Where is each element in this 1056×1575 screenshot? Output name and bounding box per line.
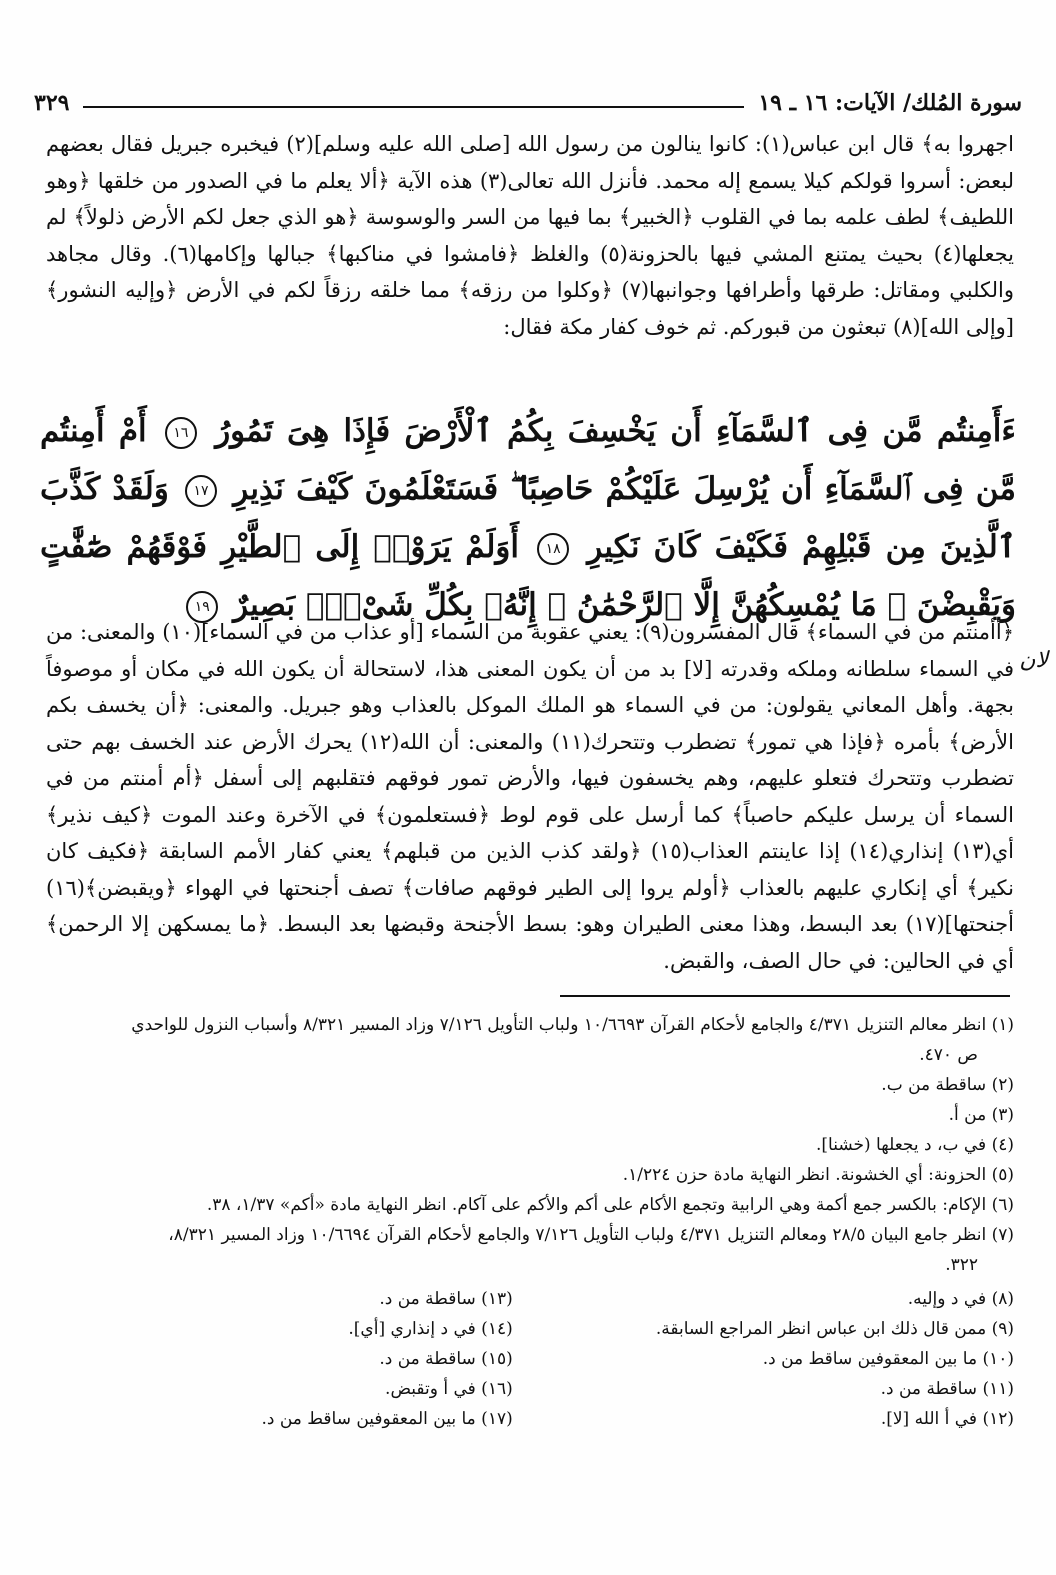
verse-18: وَلَقَدْ كَذَّبَ ٱلَّذِينَ مِن قَبْلِهِمْ فَكَيْفَ كَانَ نَكِيرِ [40, 471, 1017, 565]
footnote-16: (١٦) في أ وتقبض. [385, 1379, 513, 1399]
ayah-marker-19: ١٩ [186, 591, 218, 623]
verse-17: أَمْ أَمِنتُم مَّن فِى ٱلسَّمَآءِ أَن يُرْسِلَ عَلَيْكُمْ حَاصِبًا ۖ فَسَتَعْلَمُونَ كَيْفَ نَذِيرِ [40, 413, 1016, 507]
footnote-8: (٨) في د وإليه. [907, 1289, 1014, 1309]
footnote-14: (١٤) في د إنذاري [أي]. [348, 1319, 513, 1339]
commentary-paragraph: ﴿أأمنتم من في السماء﴾ قال المفسرون(٩): يعني عقوبة من السماء [أو عذاب من في السماء](١٠) والمعنى: من في السماء سلطانه وملكه وقدرته [لا] بد من أن يكون المعنى هذا، لاستحالة أن يكون الله في مكان أو موصوفاً بجهة. وأهل المعاني يقولون: من في السماء هو الملك الموكل بالعذاب وهو جبريل. والمعنى: ﴿أن يخسف بكم الأرض﴾ بأمره ﴿فإذا هي تمور﴾ تضطرب وتتحرك(١١) والمعنى: أن الله(١٢) يحرك الأرض عند الخسف بهم حتى تضطرب وتتحرك فتعلو عليهم، وهم يخسفون فيها، والأرض تمور فوقهم فتقلبهم إلى أسفل ﴿أم أمنتم من في السماء أن يرسل عليكم حاصباً﴾ كما أرسل على قوم لوط ﴿فستعلمون﴾ في الآخرة وعند الموت ﴿كيف نذير﴾ أي(١٣) إنذاري(١٤) إذا عاينتم العذاب(١٥) ﴿ولقد كذب الذين من قبلهم﴾ يعني كفار الأمم السابقة ﴿فكيف كان نكير﴾ أي إنكاري عليهم بالعذاب ﴿أولم يروا إلى الطير فوقهم صافات﴾ تصف أجنحتها في الهواء ﴿ويقبضن﴾(١٦) أجنحتها](١٧) بعد البسط، وهذا معنى الطيران وهو: بسط الأجنحة وقبضها بعد البسط. ﴿ما يمسكهن إلا الرحمن﴾ أي في الحالين: في حال الصف، والقبض. [46, 620, 1015, 973]
footnote-4: (٤) في ب، د يجعلها (خشنا]. [816, 1135, 1014, 1155]
footnote-columns [50, 1284, 1014, 1434]
handwritten-margin-note: لان [1019, 648, 1048, 673]
commentary-section [46, 614, 1014, 979]
footnote-3: (٣) من أ. [948, 1105, 1014, 1125]
footnote-6: (٦) الإكام: بالكسر جمع أكمة وهي الرابية وتجمع الأكام على أكم والأكم على آكام. انظر النهاية مادة «أكم» ١/٣٧، ٣٨. [206, 1195, 1014, 1215]
footnote-17: (١٧) ما بين المعقوفين ساقط من د. [261, 1409, 513, 1429]
verse-19: أَوَلَمْ يَرَوْا۟ إِلَى ٱلطَّيْرِ فَوْقَهُمْ صَٰٓفَّٰتٍ وَيَقْبِضْنَ ۚ مَا يُمْسِكُهُنَّ إِلَّا ٱلرَّحْمَٰنُ ۚ إِنَّهُۥ بِكُلِّ شَىْءٍۭ بَصِيرٌ [40, 529, 1016, 623]
running-title: سورة المُلك/ الآيات: ١٦ ـ ١٩ [758, 90, 1022, 116]
footnotes [50, 1010, 1014, 1434]
footnote-9: (٩) ممن قال ذلك ابن عباس انظر المراجع السابقة. [655, 1319, 1014, 1339]
footnote-7: (٧) انظر جامع البيان ٢٨/٥ ومعالم التنزيل ٤/٣٧١ ولباب التأويل ٧/١٢٦ والجامع لأحكام القرآن ١٠/٦٦٩٤ وزاد المسير ٨/٣٢١، [168, 1225, 1014, 1245]
ayah-marker-16: ١٦ [165, 417, 197, 449]
intro-paragraph: اجهروا به﴾ قال ابن عباس(١): كانوا ينالون من رسول الله [صلى الله عليه وسلم](٢) فيخبره جبريل فقال بعضهم لبعض: أسروا قولكم كيلا يسمع إله محمد. فأنزل الله تعالى(٣) هذه الآية ﴿ألا يعلم ما في الصدور من خلقها ﴿وهو اللطيف﴾ لطف علمه بما في القلوب ﴿الخبير﴾ بما فيها من السر والوسوسة ﴿هو الذي جعل لكم الأرض ذلولاً﴾ لم يجعلها(٤) بحيث يمتنع المشي فيها بالحزونة(٥) والغلظ ﴿فامشوا في مناكبها﴾ جبالها وإكامها(٦). وقال مجاهد والكلبي ومقاتل: طرقها وأطرافها وجوانبها(٧) ﴿وكلوا من رزقه﴾ مما خلقه رزقاً لكم في الأرض ﴿وإليه النشور﴾ [وإلى الله](٨) تبعثون من قبوركم. ثم خوف كفار مكة فقال: [46, 132, 1014, 339]
footnote-column-left [50, 1284, 513, 1434]
footnote-1: (١) انظر معالم التنزيل ٤/٣٧١ والجامع لأحكام القرآن ١٠/٦٦٩٣ ولباب التأويل ٧/١٢٦ وزاد المسير ٨/٣٢١ وأسباب النزول للواحدي [131, 1015, 1014, 1035]
quran-verses [40, 402, 1016, 634]
footnote-15: (١٥) ساقطة من د. [379, 1349, 513, 1369]
footnote-13: (١٣) ساقطة من د. [379, 1289, 513, 1309]
intro-section [46, 126, 1014, 345]
footnote-1-continuation: ص ٤٧٠. [919, 1045, 978, 1065]
ayah-marker-18: ١٨ [537, 533, 569, 565]
footnote-separator [560, 995, 1010, 997]
footnote-column-right [551, 1284, 1014, 1434]
footnote-10: (١٠) ما بين المعقوفين ساقط من د. [762, 1349, 1014, 1369]
header-rule [83, 106, 744, 108]
footnote-12: (١٢) في أ الله [لا]. [880, 1409, 1014, 1429]
page-header [34, 82, 1022, 116]
footnote-2: (٢) ساقطة من ب. [881, 1075, 1014, 1095]
footnote-7-continuation: ٣٢٢. [945, 1255, 978, 1275]
footnote-11: (١١) ساقطة من د. [880, 1379, 1014, 1399]
verse-16: ءَأَمِنتُم مَّن فِى ٱلسَّمَآءِ أَن يَخْسِفَ بِكُمُ ٱلْأَرْضَ فَإِذَا هِىَ تَمُورُ [215, 413, 1016, 449]
ayah-marker-17: ١٧ [185, 475, 217, 507]
footnote-5: (٥) الحزونة: أي الخشونة. انظر النهاية مادة حزن ١/٢٢٤. [622, 1165, 1014, 1185]
page-number: ٣٢٩ [34, 90, 70, 116]
